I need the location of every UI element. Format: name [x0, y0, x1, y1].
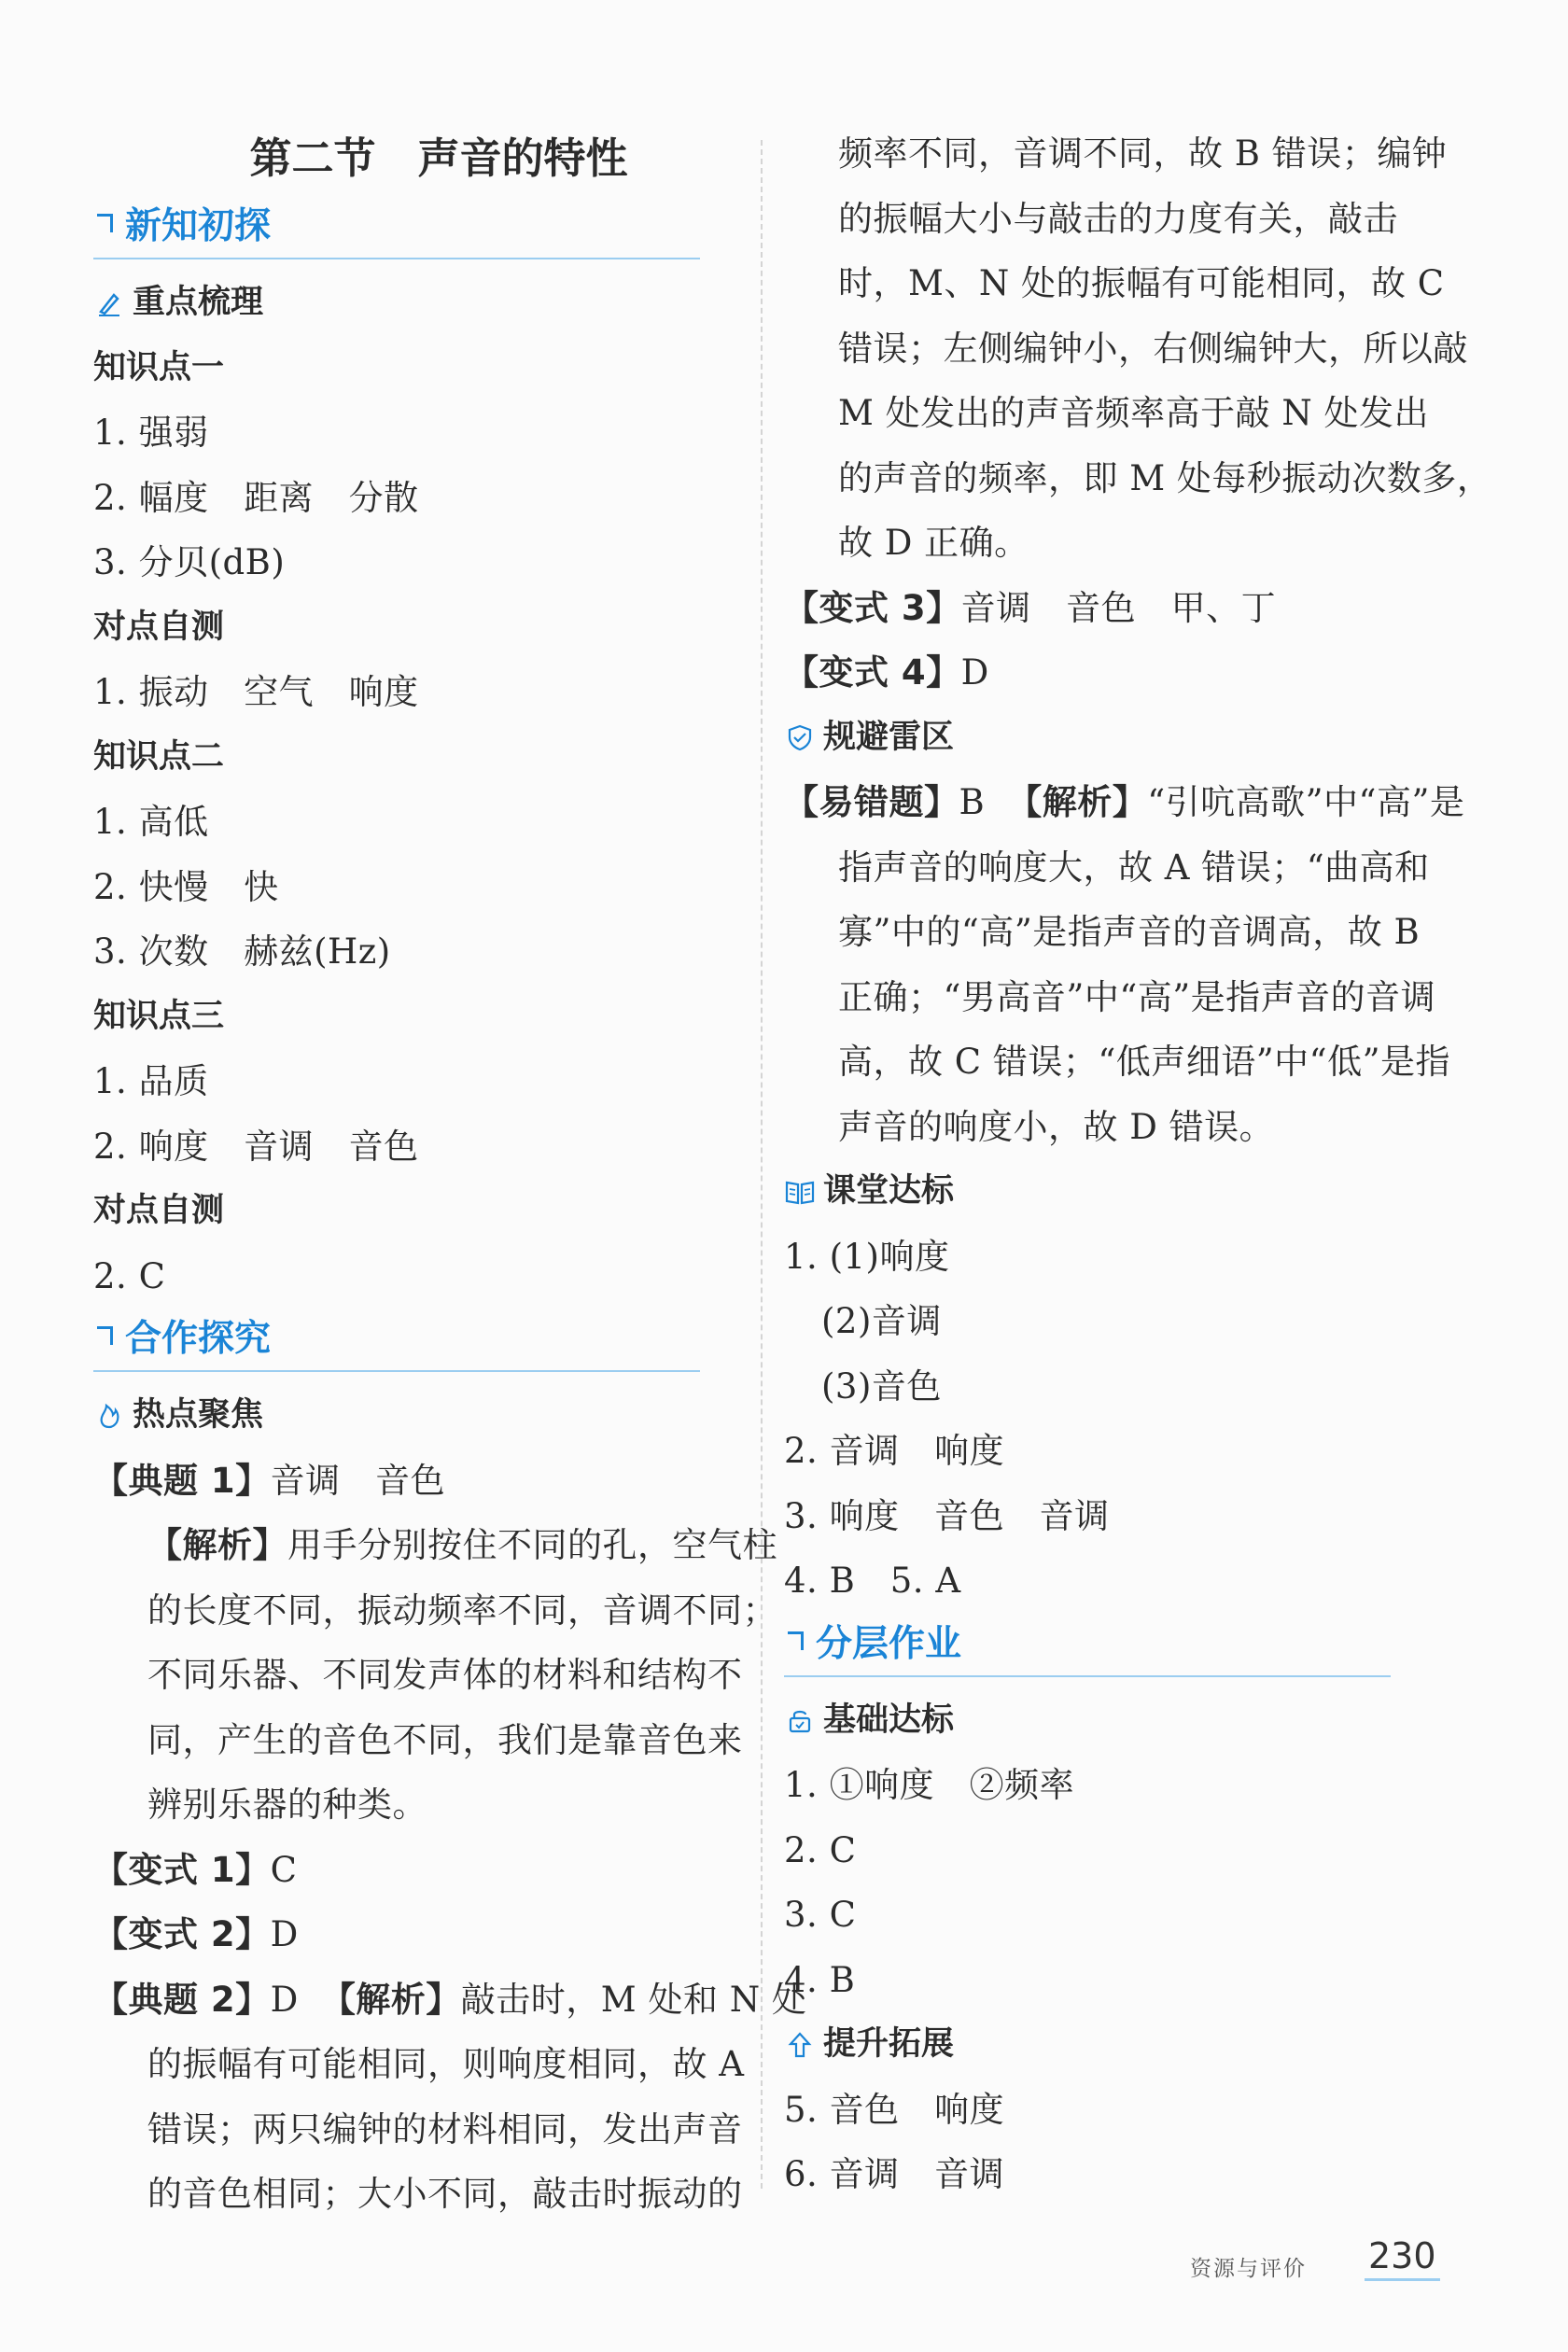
column-divider	[761, 140, 763, 2189]
knowledge-point-2: 知识点二	[93, 737, 225, 776]
list-item: 3. 次数 赫兹(Hz)	[93, 931, 391, 972]
answer-text: D	[960, 652, 989, 693]
subsection-label: 基础达标	[823, 1701, 955, 1739]
analysis-line: 指声音的响度大，故 A 错误；“曲高和	[838, 847, 1430, 888]
analysis-line	[93, 1513, 777, 1578]
list-item: 1. ①响度 ②频率	[784, 1765, 1075, 1805]
example-2	[93, 1967, 807, 2033]
analysis-tag: 【解析】	[320, 1979, 461, 2020]
list-item: 1. 强弱	[93, 413, 209, 453]
analysis-text: 敲击时，M 处和 N 处	[460, 1979, 807, 2020]
shield-icon	[784, 721, 816, 753]
self-test-heading: 对点自测	[93, 1192, 225, 1229]
analysis-line: 故 D 正确。	[838, 523, 1029, 563]
subsection-classroom	[784, 1159, 1456, 1225]
example-tag: 【典题 2】	[93, 1979, 271, 2020]
book-icon	[784, 1176, 816, 1208]
list-item: 5. 音色 响度	[784, 2089, 1005, 2130]
variant-tag: 【变式 1】	[93, 1849, 271, 1890]
analysis-line: 时，M、N 处的振幅有可能相同，故 C	[838, 263, 1445, 303]
list-item: 2. 响度 音调 音色	[93, 1126, 419, 1167]
analysis-line: 的长度不同，振动频率不同，音调不同；	[147, 1589, 777, 1631]
arrow-up-icon	[784, 2029, 816, 2061]
section-marker-icon	[93, 208, 121, 245]
answer-text: D	[270, 1914, 299, 1954]
analysis-tag: 【解析】	[147, 1525, 287, 1565]
analysis-line: 的声音的频率，即 M 处每秒振动次数多，	[838, 457, 1492, 498]
knowledge-point-3: 知识点三	[93, 997, 225, 1035]
subsection-label: 重点梳理	[133, 284, 264, 321]
list-item: 2. 快慢 快	[93, 866, 279, 907]
list-item: 3. 响度 音色 音调	[784, 1495, 1110, 1536]
page-number: 230	[1365, 2235, 1440, 2281]
list-item: 1. 品质	[93, 1061, 209, 1101]
answer-text: 音调 音色	[270, 1460, 446, 1501]
self-test-heading: 对点自测	[93, 608, 225, 646]
analysis-text: “引吭高歌”中“高”是	[1147, 782, 1465, 822]
list-item: 4. B 5. A	[784, 1561, 961, 1601]
error-tag: 【易错题】	[784, 782, 959, 822]
variant-tag: 【变式 2】	[93, 1914, 271, 1954]
list-item: 2. 音调 响度	[784, 1431, 1005, 1471]
answer-text: B	[959, 782, 986, 822]
list-item: 2. C	[784, 1829, 857, 1870]
left-column	[93, 121, 807, 2227]
list-item: 1. (1)响度	[784, 1236, 950, 1277]
subsection-key-points	[93, 271, 747, 336]
section-marker-icon	[784, 1626, 812, 1663]
section-label: 分层作业	[816, 1622, 962, 1665]
list-item: 3. C	[784, 1895, 857, 1935]
page-title: 第二节 声音的特性	[249, 133, 628, 183]
analysis-tag: 【解析】	[1007, 782, 1148, 822]
list-item: 1. 高低	[93, 802, 209, 842]
subsection-pitfalls	[784, 706, 1456, 771]
subsection-basic	[784, 1688, 1456, 1754]
analysis-line: 错误；左侧编钟小，右侧编钟大，所以敲	[838, 328, 1468, 369]
subsection-label: 提升拓展	[823, 2025, 955, 2063]
right-column	[784, 121, 1492, 2207]
example-1	[93, 1449, 747, 1514]
section-layered-homework	[784, 1614, 1391, 1677]
analysis-line: 频率不同，音调不同，故 B 错误；编钟	[838, 133, 1448, 174]
variant-tag: 【变式 3】	[784, 587, 961, 628]
subsection-advanced	[784, 2012, 1456, 2078]
list-item: 4. B	[784, 1959, 856, 2000]
section-cooperative-inquiry	[93, 1309, 700, 1372]
variant-4	[784, 640, 1456, 706]
analysis-line: 的音色相同；大小不同，敲击时振动的	[147, 2174, 743, 2214]
list-item: 6. 音调 音调	[784, 2154, 1005, 2194]
variant-3	[784, 576, 1456, 641]
list-item: 2. C	[93, 1255, 166, 1296]
answer-text: D	[270, 1979, 299, 2020]
footer-label: 资源与评价	[1190, 2257, 1307, 2281]
subsection-label: 热点聚焦	[133, 1396, 264, 1434]
section-label: 新知初探	[125, 205, 272, 247]
section-label: 合作探究	[125, 1318, 272, 1360]
variant-1	[93, 1838, 747, 1903]
error-prone-question	[784, 770, 1465, 835]
analysis-line: 错误；两只编钟的材料相同，发出声音	[147, 2108, 743, 2149]
answer-text: C	[270, 1849, 298, 1890]
subsection-hot-focus	[93, 1383, 747, 1449]
analysis-line: 的振幅有可能相同，则响度相同，故 A	[147, 2044, 745, 2084]
analysis-line: 声音的响度小，故 D 错误。	[838, 1106, 1275, 1147]
analysis-text: 用手分别按住不同的孔，空气柱	[287, 1525, 777, 1565]
list-item: 3. 分贝(dB)	[93, 542, 286, 582]
analysis-line: 的振幅大小与敲击的力度有关，敲击	[838, 198, 1398, 239]
section-new-knowledge	[93, 196, 700, 259]
analysis-line: 不同乐器、不同发声体的材料和结构不	[147, 1655, 743, 1695]
analysis-line: 正确；“男高音”中“高”是指声音的音调	[838, 976, 1436, 1017]
variant-tag: 【变式 4】	[784, 652, 961, 693]
analysis-line: 辨别乐器的种类。	[147, 1785, 427, 1825]
analysis-line: 寡”中的“高”是指声音的音调高，故 B	[838, 912, 1421, 952]
list-item: 2. 幅度 距离 分散	[93, 477, 419, 518]
analysis-line: 同，产生的音色不同，我们是靠音色来	[147, 1719, 743, 1760]
list-item: 1. 振动 空气 响度	[93, 672, 419, 712]
answer-text: 音调 音色 甲、丁	[960, 587, 1277, 628]
pen-icon	[93, 287, 125, 319]
list-item: (2)音调	[821, 1301, 942, 1341]
lock-icon	[784, 1704, 816, 1736]
analysis-line: 高，故 C 错误；“低声细语”中“低”是指	[838, 1042, 1450, 1082]
analysis-line: M 处发出的声音频率高于敲 N 处发出	[838, 393, 1430, 433]
subsection-label: 课堂达标	[823, 1172, 955, 1210]
section-marker-icon	[93, 1321, 121, 1358]
flame-icon	[93, 1400, 125, 1432]
list-item: (3)音色	[821, 1365, 942, 1407]
example-tag: 【典题 1】	[93, 1460, 271, 1501]
variant-2	[93, 1902, 747, 1967]
subsection-label: 规避雷区	[823, 718, 955, 756]
knowledge-point-1: 知识点一	[93, 348, 225, 386]
